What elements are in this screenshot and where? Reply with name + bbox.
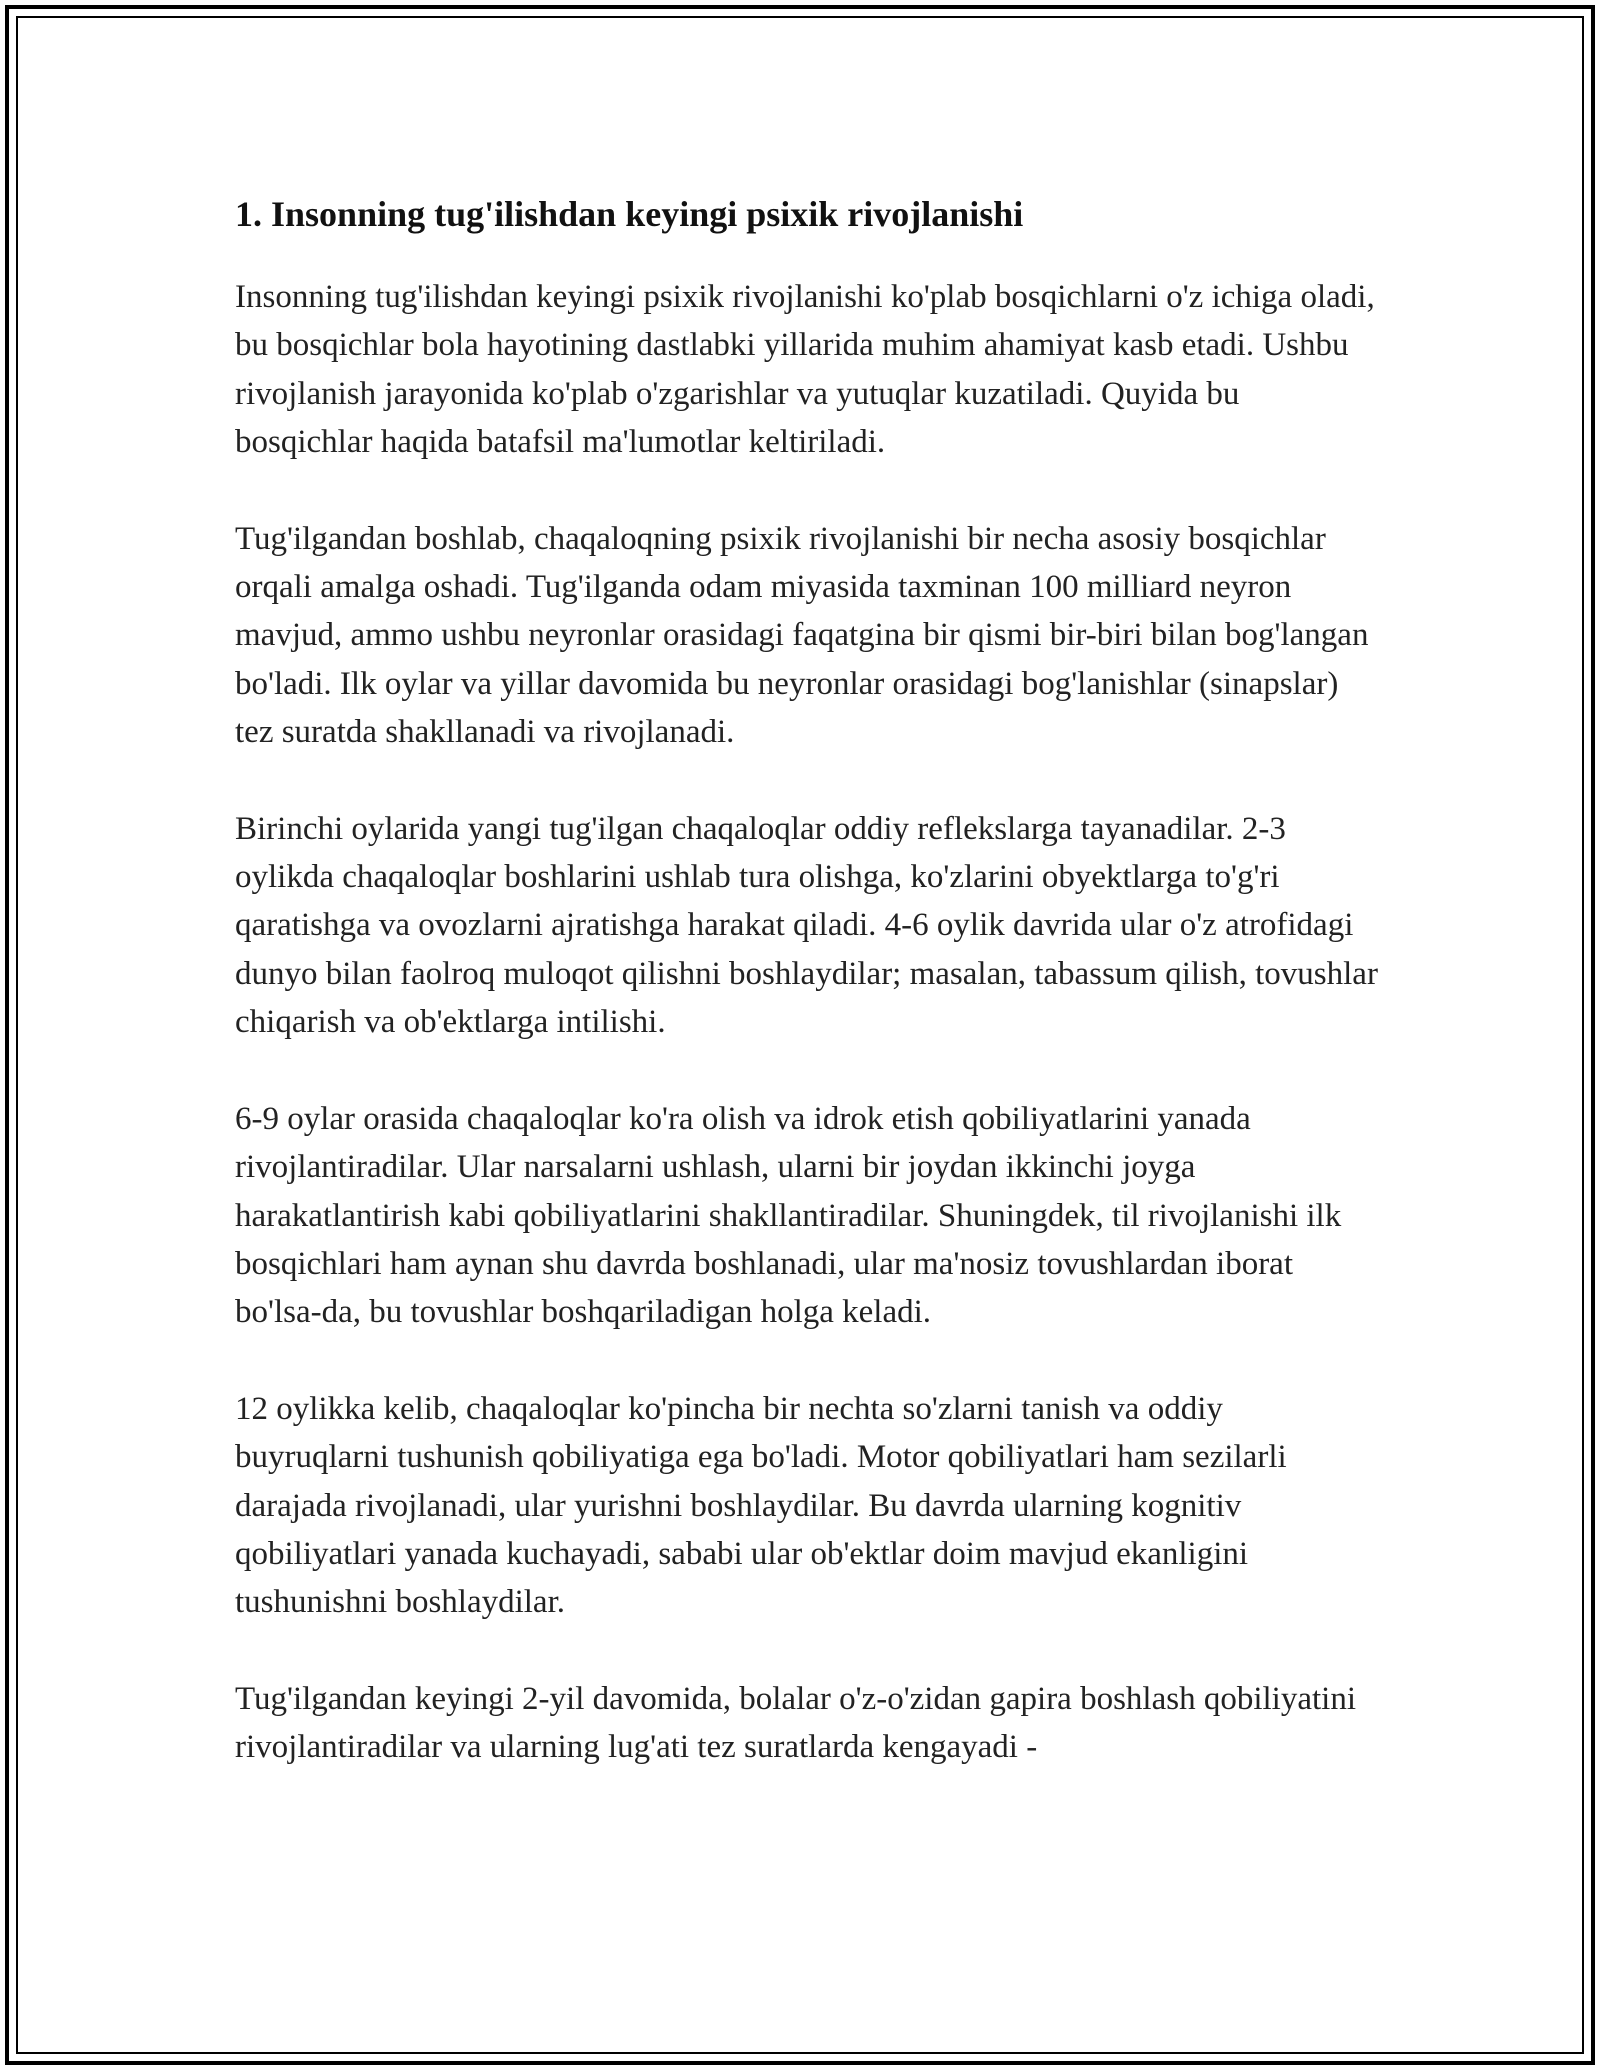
document-title: 1. Insonning tug'ilishdan keyingi psixik rivojlanishi	[235, 194, 1024, 234]
paragraph: Tug'ilgandan keyingi 2-yil davomida, bolalar o'z-o'zidan gapira boshlash qobiliyatini rivojlantiradilar va ularning lug'ati tez suratlarda kengayadi -	[235, 1680, 1356, 1766]
paragraph: 12 oylikka kelib, chaqaloqlar ko'pincha bir nechta so'zlarni tanish va oddiy buyruqlarni tushunish qobiliyatiga ega bo'ladi. Motor qobiliyatlari ham sezilarli darajada rivojlanadi, ular yurishni boshlaydilar. Bu davrda ularning kognitiv qobiliyatlari yanada kuchayadi, sababi ular ob'ektlar doim mavjud ekanligini tushunishni boshlaydilar.	[235, 1390, 1287, 1621]
document-body	[235, 185, 1385, 1820]
paragraph: Birinchi oylarida yangi tug'ilgan chaqaloqlar oddiy reflekslarga tayanadilar. 2-3 oylikda chaqaloqlar boshlarini ushlab tura olishga, ko'zlarini obyektlarga to'g'ri qaratishga va ovozlarni ajratishga harakat qiladi. 4-6 oylik davrida ular o'z atrofidagi dunyo bilan faolroq muloqot qilishni boshlaydilar; masalan, tabassum qilish, tovushlar chiqarish va ob'ektlarga intilishi.	[235, 810, 1378, 1041]
paragraph: 6-9 oylar orasida chaqaloqlar ko'ra olish va idrok etish qobiliyatlarini yanada rivojlantiradilar. Ular narsalarni ushlash, ularni bir joydan ikkinchi joyga harakatlantirish kabi qobiliyatlarini shakllantiradilar. Shuningdek, til rivojlanishi ilk bosqichlari ham aynan shu davrda boshlanadi, ular ma'nosiz tovushlardan iborat bo'lsa-da, bu tovushlar boshqariladigan holga keladi.	[235, 1100, 1342, 1331]
paragraph: Insonning tug'ilishdan keyingi psixik rivojlanishi ko'plab bosqichlarni o'z ichiga oladi, bu bosqichlar bola hayotining dastlabki yillarida muhim ahamiyat kasb etadi. Ushbu rivojlanish jarayonida ko'plab o'zgarishlar va yutuqlar kuzatiladi. Quyida bu bosqichlar haqida batafsil ma'lumotlar keltiriladi.	[235, 279, 1375, 461]
paragraph: Tug'ilgandan boshlab, chaqaloqning psixik rivojlanishi bir necha asosiy bosqichlar orqali amalga oshadi. Tug'ilganda odam miyasida taxminan 100 milliard neyron mavjud, ammo ushbu neyronlar orasidagi faqatgina bir qismi bir-biri bilan bog'langan bo'ladi. Ilk oylar va yillar davomida bu neyronlar orasidagi bog'lanishlar (sinapslar) tez suratda shakllanadi va rivojlanadi.	[235, 520, 1369, 751]
